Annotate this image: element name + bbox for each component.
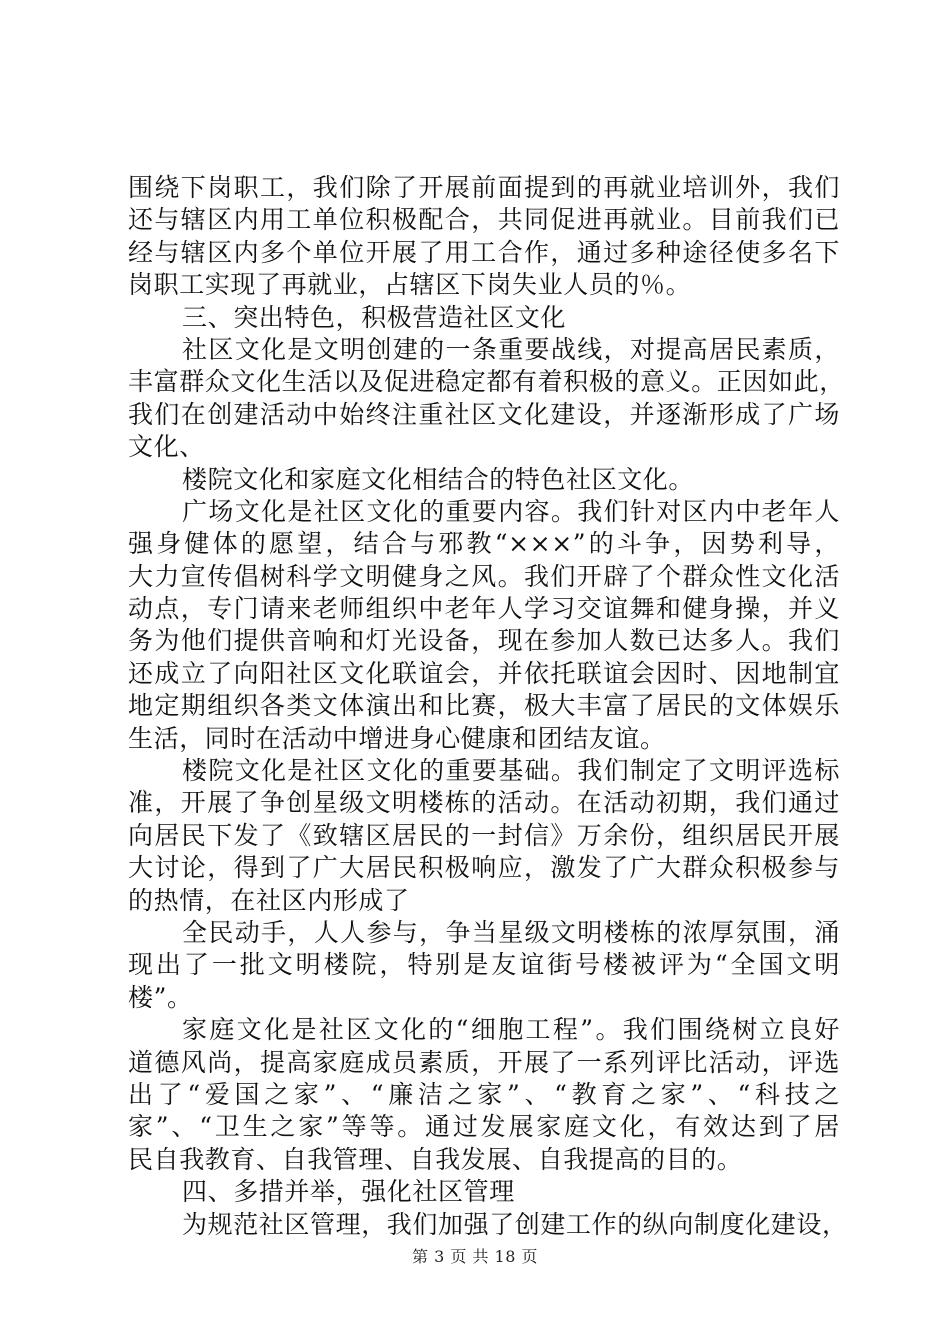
text-line: 道德风尚，提高家庭成员素质，开展了一系列评比活动，评选 [128,1047,840,1077]
text-line: 家”、“卫生之家”等等。通过发展家庭文化，有效达到了居 [128,1112,840,1142]
text-line: 向居民下发了《致辖区居民的一封信》万余份，组织居民开展 [128,820,840,850]
text-line: 广场文化是社区文化的重要内容。我们针对区内中老年人 [182,496,840,526]
text-line: 准，开展了争创星级文明楼栋的活动。在活动初期，我们通过 [128,788,840,818]
text-line: 大力宣传倡树科学文明健身之风。我们开辟了个群众性文化活 [128,561,840,591]
text-line: 还成立了向阳社区文化联谊会，并依托联谊会因时、因地制宜 [128,658,840,688]
text-line: 我们在创建活动中始终注重社区文化建设，并逐渐形成了广场 [128,399,840,429]
text-line: 岗职工实现了再就业，占辖区下岗失业人员的％。 [128,270,692,300]
text-line: 经与辖区内多个单位开展了用工合作，通过多种途径使多名下 [128,237,840,267]
text-line: 文化、 [128,432,205,462]
text-line: 民自我教育、自我管理、自我发展、自我提高的目的。 [128,1144,743,1174]
text-line: 动点，专门请来老师组织中老年人学习交谊舞和健身操，并义 [128,594,840,624]
text-line: 围绕下岗职工，我们除了开展前面提到的再就业培训外，我们 [128,173,840,202]
text-line: 现出了一批文明楼院，特别是友谊街号楼被评为“全国文明 [128,950,840,980]
text-line: 家庭文化是社区文化的“细胞工程”。我们围绕树立良好 [182,1015,840,1045]
section-heading: 四、多措并举，强化社区管理 [182,1177,515,1207]
text-line: 楼院文化是社区文化的重要基础。我们制定了文明评选标 [182,756,840,786]
text-line: 强身健体的愿望，结合与邪教“×××”的斗争，因势利导， [128,529,840,559]
text-line: 的热情，在社区内形成了 [128,885,410,915]
text-line: 大讨论，得到了广大居民积极响应，激发了广大群众积极参与 [128,853,840,883]
text-line: 丰富群众文化生活以及促进稳定都有着积极的意义。正因如此， [128,367,845,397]
text-line: 社区文化是文明创建的一条重要战线，对提高居民素质， [182,334,840,364]
text-line: 楼院文化和家庭文化相结合的特色社区文化。 [182,464,695,494]
text-line: 地定期组织各类文体演出和比赛，极大丰富了居民的文体娱乐 [128,691,840,721]
page-number-footer: 第 3 页 共 18 页 [412,1247,538,1266]
text-line: 还与辖区内用工单位积极配合，共同促进再就业。目前我们已 [128,205,840,235]
text-line: 务为他们提供音响和灯光设备，现在参加人数已达多人。我们 [128,626,840,656]
text-line: 楼”。 [128,982,193,1012]
text-line: 全民动手，人人参与，争当星级文明楼栋的浓厚氛围，涌 [182,917,840,947]
text-line: 为规范社区管理，我们加强了创建工作的纵向制度化建设， [182,1209,848,1239]
body-text [128,172,848,1241]
text-line: 生活，同时在活动中增进身心健康和团结友谊。 [128,723,666,753]
text-line: 出了“爱国之家”、“廉洁之家”、“教育之家”、“科技之 [128,1079,840,1109]
section-heading: 三、突出特色，积极营造社区文化 [182,302,567,332]
